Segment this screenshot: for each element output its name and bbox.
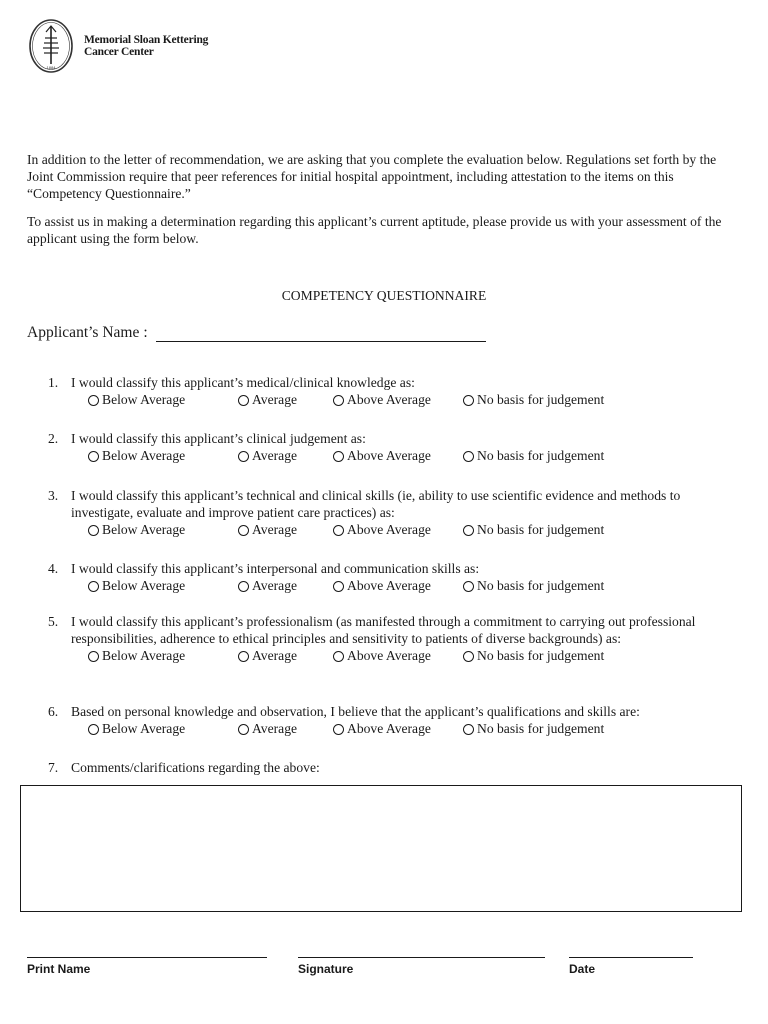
rating-option[interactable] — [88, 521, 185, 538]
rating-option-label: No basis for judgement — [477, 721, 605, 736]
question-number: 6. — [48, 704, 59, 719]
rating-option-label: Above Average — [347, 578, 431, 593]
radio-button[interactable] — [333, 451, 344, 462]
rating-option[interactable] — [463, 577, 604, 594]
radio-button[interactable] — [463, 651, 474, 662]
rating-option-label: Above Average — [347, 522, 431, 537]
question-number: 3. — [48, 488, 59, 503]
rating-option[interactable] — [88, 447, 185, 464]
question-text: I would classify this applicant’s clinical judgement as: — [71, 431, 366, 446]
radio-button[interactable] — [238, 395, 249, 406]
rating-option[interactable] — [238, 447, 297, 464]
org-name-line1: Memorial Sloan Kettering — [84, 34, 209, 46]
radio-button[interactable] — [463, 525, 474, 536]
radio-button[interactable] — [88, 724, 99, 735]
rating-option[interactable] — [333, 647, 431, 664]
rating-option-label: Average — [252, 392, 298, 407]
rating-option-label: Below Average — [102, 392, 186, 407]
signature-label: Signature — [298, 962, 354, 976]
question-2 — [48, 430, 738, 464]
question-text: Comments/clarifications regarding the above: — [71, 760, 320, 775]
org-name — [84, 34, 208, 58]
intro-paragraph-1: In addition to the letter of recommendation, we are asking that you complete the evaluation below. Regulations set forth by the Joint Commission require that peer references for initial hospital appointment, including attestation to the items on this “Competency Questionnaire.” — [27, 152, 717, 201]
rating-option[interactable] — [88, 647, 185, 664]
radio-button[interactable] — [333, 724, 344, 735]
rating-option[interactable] — [463, 447, 604, 464]
radio-button[interactable] — [333, 525, 344, 536]
rating-option[interactable] — [333, 391, 431, 408]
rating-option[interactable] — [333, 447, 431, 464]
radio-button[interactable] — [238, 451, 249, 462]
rating-option[interactable] — [463, 391, 604, 408]
rating-option-label: No basis for judgement — [477, 448, 605, 463]
radio-button[interactable] — [238, 581, 249, 592]
rating-option[interactable] — [238, 391, 297, 408]
rating-option-label: Average — [252, 721, 298, 736]
rating-option[interactable] — [88, 720, 185, 737]
rating-option-label: Average — [252, 522, 298, 537]
print-name-field[interactable] — [27, 956, 267, 958]
question-text: I would classify this applicant’s technical and clinical skills (ie, ability to use scientific evidence and methods to investigate, evaluate and improve patient care practices) as: — [71, 488, 681, 520]
radio-button[interactable] — [88, 581, 99, 592]
rating-option[interactable] — [238, 720, 297, 737]
signature-field[interactable] — [298, 956, 545, 958]
question-3 — [48, 487, 738, 538]
msk-logo-icon — [28, 18, 74, 74]
rating-option[interactable] — [88, 577, 185, 594]
rating-option[interactable] — [463, 521, 604, 538]
radio-button[interactable] — [88, 651, 99, 662]
question-7 — [48, 759, 738, 776]
print-name-label: Print Name — [27, 962, 91, 976]
logo-year: 1884 — [46, 65, 56, 70]
rating-option-label: Above Average — [347, 392, 431, 407]
form-title: COMPETENCY QUESTIONNAIRE — [281, 288, 487, 303]
rating-option-label: Above Average — [347, 721, 431, 736]
radio-button[interactable] — [238, 525, 249, 536]
radio-button[interactable] — [463, 581, 474, 592]
radio-button[interactable] — [463, 724, 474, 735]
question-number: 7. — [48, 760, 59, 775]
org-name-line2: Cancer Center — [84, 46, 154, 58]
question-text: I would classify this applicant’s medical/clinical knowledge as: — [71, 375, 415, 390]
rating-option[interactable] — [333, 521, 431, 538]
radio-button[interactable] — [333, 581, 344, 592]
question-6 — [48, 703, 738, 737]
rating-option[interactable] — [463, 647, 604, 664]
radio-button[interactable] — [463, 395, 474, 406]
rating-option-label: Average — [252, 578, 298, 593]
rating-option-label: Below Average — [102, 721, 186, 736]
rating-option-label: Below Average — [102, 522, 186, 537]
rating-option[interactable] — [333, 577, 431, 594]
rating-option[interactable] — [238, 647, 297, 664]
question-number: 4. — [48, 561, 59, 576]
rating-option-label: Above Average — [347, 448, 431, 463]
radio-button[interactable] — [88, 525, 99, 536]
rating-options — [48, 391, 738, 408]
rating-option-label: Average — [252, 448, 298, 463]
rating-option[interactable] — [333, 720, 431, 737]
question-text: Based on personal knowledge and observation, I believe that the applicant’s qualifications and skills are: — [71, 704, 640, 719]
rating-option-label: No basis for judgement — [477, 648, 605, 663]
rating-option[interactable] — [88, 391, 185, 408]
rating-option-label: Above Average — [347, 648, 431, 663]
rating-option[interactable] — [238, 577, 297, 594]
question-text: I would classify this applicant’s interpersonal and communication skills as: — [71, 561, 480, 576]
comments-textarea[interactable] — [20, 785, 742, 912]
question-5 — [48, 613, 738, 664]
applicant-name-label: Applicant’s Name — [27, 324, 140, 341]
radio-button[interactable] — [88, 395, 99, 406]
rating-options — [48, 647, 738, 664]
rating-option[interactable] — [238, 521, 297, 538]
rating-options — [48, 577, 738, 594]
intro-paragraph-2: To assist us in making a determination regarding this applicant’s current aptitude, please provide us with your assessment of the applicant using the form below. — [27, 214, 722, 246]
radio-button[interactable] — [238, 724, 249, 735]
question-4 — [48, 560, 738, 594]
radio-button[interactable] — [88, 451, 99, 462]
rating-option-label: No basis for judgement — [477, 578, 605, 593]
rating-options — [48, 447, 738, 464]
radio-button[interactable] — [463, 451, 474, 462]
rating-option-label: No basis for judgement — [477, 392, 605, 407]
date-field[interactable] — [569, 956, 693, 958]
question-number: 1. — [48, 375, 59, 390]
rating-option-label: Average — [252, 648, 298, 663]
rating-option-label: Below Average — [102, 448, 186, 463]
radio-button[interactable] — [333, 395, 344, 406]
rating-option[interactable] — [463, 720, 604, 737]
applicant-name-row — [27, 324, 486, 342]
org-logo — [28, 18, 208, 74]
question-text: I would classify this applicant’s professionalism (as manifested through a commitment to carrying out professional responsibilities, adherence to ethical principles and sensitivity to patients of diverse backgrounds) as: — [71, 614, 696, 646]
radio-button[interactable] — [333, 651, 344, 662]
date-label: Date — [569, 962, 596, 976]
radio-button[interactable] — [238, 651, 249, 662]
question-number: 2. — [48, 431, 59, 446]
applicant-name-colon: : — [143, 324, 148, 341]
applicant-name-field[interactable] — [156, 327, 486, 342]
question-1 — [48, 374, 738, 408]
rating-options — [48, 720, 738, 737]
question-number: 5. — [48, 614, 59, 629]
rating-options — [48, 521, 738, 538]
rating-option-label: Below Average — [102, 578, 186, 593]
rating-option-label: Below Average — [102, 648, 186, 663]
rating-option-label: No basis for judgement — [477, 522, 605, 537]
